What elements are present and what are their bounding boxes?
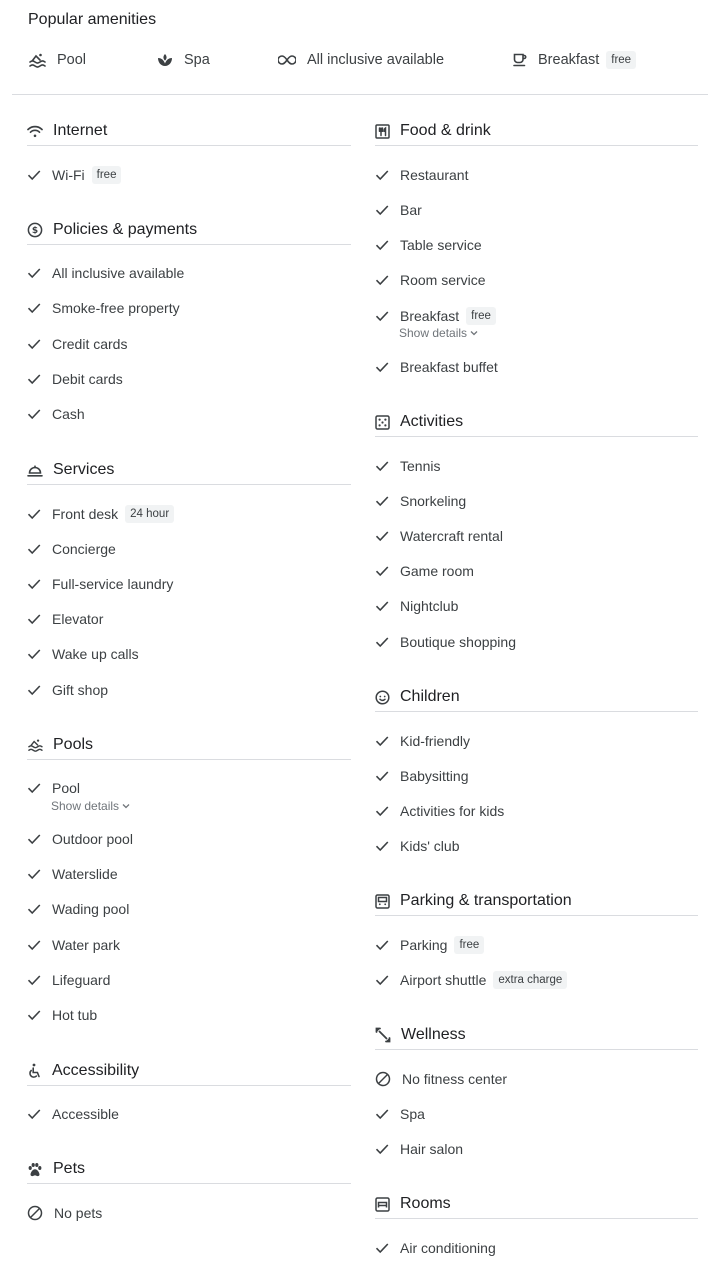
- popular-amenity-label: All inclusive available: [307, 52, 445, 68]
- list-item: [27, 262, 184, 284]
- check-icon: [27, 578, 41, 590]
- list-item: [27, 503, 174, 525]
- check-icon: [27, 903, 41, 915]
- item-label: Game room: [400, 563, 474, 579]
- item-label: No fitness center: [402, 1071, 508, 1087]
- services-section-header: [27, 459, 351, 481]
- spa-icon: [157, 53, 173, 67]
- list-item: [375, 269, 486, 291]
- free-badge: free: [466, 307, 496, 325]
- item-label: Snorkeling: [400, 493, 467, 509]
- item-label: Front desk: [52, 506, 119, 522]
- item-label: Airport shuttle: [400, 972, 487, 988]
- item-label: Wading pool: [52, 901, 130, 917]
- free-badge: free: [606, 51, 636, 69]
- section-title: Policies & payments: [53, 221, 198, 238]
- list-item: [27, 1202, 102, 1224]
- parking-section-header: [375, 890, 698, 912]
- section-divider: [375, 711, 698, 712]
- item-label: Accessible: [52, 1106, 119, 1122]
- item-label: Babysitting: [400, 768, 469, 784]
- popular-amenity-label: Pool: [57, 52, 87, 68]
- check-icon: [27, 833, 41, 845]
- item-label: Room service: [400, 272, 486, 288]
- popular-amenity-spa: [157, 49, 210, 71]
- section-title: Children: [400, 688, 460, 705]
- popular-amenities-title: Popular amenities: [28, 11, 157, 28]
- show-details-link[interactable]: [51, 799, 130, 813]
- check-icon: [375, 169, 389, 181]
- list-item: [27, 898, 129, 920]
- child-face-icon: [375, 690, 390, 705]
- item-label: Pool: [52, 780, 81, 796]
- breakfast-icon: [513, 53, 527, 67]
- item-label: Wake up calls: [52, 646, 139, 662]
- item-label: Concierge: [52, 541, 116, 557]
- list-item: [27, 863, 118, 885]
- wellness-section-header: [375, 1024, 698, 1046]
- list-item: [27, 403, 85, 425]
- section-title: Pools: [53, 736, 94, 753]
- item-label: Tennis: [400, 458, 441, 474]
- item-label: Kids' club: [400, 838, 460, 854]
- item-label: Air conditioning: [400, 1240, 496, 1256]
- check-icon: [27, 974, 41, 986]
- list-item: [27, 164, 121, 186]
- item-label: Boutique shopping: [400, 634, 516, 650]
- section-divider: [375, 1049, 698, 1050]
- pool-icon: [28, 52, 46, 68]
- list-item: [27, 368, 123, 390]
- list-item: [375, 199, 422, 221]
- food-drink-section-header: [375, 120, 698, 142]
- list-item: [375, 356, 498, 378]
- check-icon: [375, 1108, 389, 1120]
- check-icon: [27, 1009, 41, 1021]
- list-item: [375, 164, 468, 186]
- list-item: [375, 730, 470, 752]
- activities-section-header: [375, 411, 698, 433]
- section-divider: [27, 145, 351, 146]
- item-label: Spa: [400, 1106, 425, 1122]
- check-icon: [375, 310, 389, 322]
- list-item: [375, 765, 468, 787]
- list-item: [27, 573, 173, 595]
- pools-section-header: [27, 734, 351, 756]
- pets-section-header: [27, 1158, 351, 1180]
- section-title: Pets: [53, 1160, 86, 1177]
- item-label: Water park: [52, 937, 120, 953]
- check-icon: [375, 204, 389, 216]
- section-title: Wellness: [401, 1026, 466, 1043]
- item-label: Watercraft rental: [400, 528, 503, 544]
- not-available-icon: [27, 1205, 43, 1221]
- section-title: Services: [53, 461, 115, 478]
- list-item: [375, 455, 440, 477]
- check-icon: [375, 495, 389, 507]
- check-icon: [375, 361, 389, 373]
- section-divider: [27, 244, 351, 245]
- list-item: [375, 969, 567, 991]
- check-icon: [375, 600, 389, 612]
- bed-icon: [375, 1197, 390, 1212]
- item-label: Wi-Fi: [52, 167, 85, 183]
- check-icon: [375, 770, 389, 782]
- list-item: [375, 631, 516, 653]
- popular-amenity-breakfast: [513, 49, 636, 71]
- check-icon: [27, 939, 41, 951]
- section-title: Parking & transportation: [400, 892, 572, 909]
- list-item: [375, 1068, 507, 1090]
- item-label: Gift shop: [52, 682, 109, 698]
- check-icon: [375, 735, 389, 747]
- item-label: Hair salon: [400, 1141, 464, 1157]
- item-label: Smoke-free property: [52, 300, 180, 316]
- popular-amenity-all-inclusive: [278, 49, 444, 71]
- section-divider: [27, 759, 351, 760]
- check-icon: [27, 684, 41, 696]
- list-item: [375, 305, 496, 327]
- free-badge: free: [454, 936, 484, 954]
- list-item: [375, 525, 503, 547]
- list-item: [375, 560, 474, 582]
- extra-charge-badge: extra charge: [493, 971, 567, 989]
- item-label: Hot tub: [52, 1007, 98, 1023]
- check-icon: [375, 939, 389, 951]
- popular-amenity-pool: [28, 49, 86, 71]
- bus-icon: [375, 894, 390, 909]
- list-item: [375, 800, 504, 822]
- list-item: [27, 608, 103, 630]
- check-icon: [27, 1108, 41, 1120]
- check-icon: [27, 613, 41, 625]
- check-icon: [27, 408, 41, 420]
- section-divider: [375, 1218, 698, 1219]
- check-icon: [375, 1143, 389, 1155]
- check-icon: [375, 274, 389, 286]
- check-icon: [27, 267, 41, 279]
- item-label: Full-service laundry: [52, 576, 174, 592]
- check-icon: [375, 636, 389, 648]
- section-divider: [375, 915, 698, 916]
- item-label: No pets: [54, 1205, 103, 1221]
- top-divider: [12, 94, 708, 95]
- check-icon: [27, 782, 41, 794]
- item-label: Restaurant: [400, 167, 469, 183]
- item-label: Waterslide: [52, 866, 118, 882]
- check-icon: [27, 373, 41, 385]
- item-label: Cash: [52, 406, 85, 422]
- check-icon: [375, 805, 389, 817]
- room-service-icon: [27, 464, 43, 477]
- check-icon: [27, 868, 41, 880]
- restaurant-icon: [375, 124, 390, 139]
- check-icon: [27, 338, 41, 350]
- rooms-section-header: [375, 1193, 698, 1215]
- chevron-down-icon: [470, 330, 478, 336]
- hours-badge: 24 hour: [125, 505, 174, 523]
- check-icon: [27, 508, 41, 520]
- item-label: Nightclub: [400, 598, 459, 614]
- show-details-link[interactable]: [399, 326, 478, 340]
- list-item: [27, 969, 110, 991]
- chevron-down-icon: [122, 803, 130, 809]
- list-item: [27, 828, 133, 850]
- children-section-header: [375, 686, 698, 708]
- item-label: All inclusive available: [52, 265, 185, 281]
- section-divider: [27, 1085, 351, 1086]
- internet-section-header: [27, 120, 351, 142]
- all-inclusive-icon: [278, 54, 296, 66]
- accessibility-section-header: [27, 1060, 351, 1082]
- item-label: Kid-friendly: [400, 733, 471, 749]
- section-title: Rooms: [400, 1195, 451, 1212]
- svg-text:$: $: [31, 226, 39, 237]
- free-badge: free: [92, 166, 122, 184]
- show-details-label: Show details: [399, 326, 468, 340]
- list-item: [27, 679, 108, 701]
- item-label: Credit cards: [52, 336, 128, 352]
- list-item: [375, 835, 459, 857]
- popular-amenity-label: Breakfast: [538, 52, 600, 68]
- list-item: [27, 538, 116, 560]
- section-title: Food & drink: [400, 122, 491, 139]
- list-item: [375, 1237, 496, 1259]
- item-label: Table service: [400, 237, 482, 253]
- paw-icon: [27, 1162, 43, 1177]
- list-item: [27, 333, 127, 355]
- item-label: Elevator: [52, 611, 104, 627]
- list-item: [27, 777, 80, 799]
- list-item: [375, 490, 466, 512]
- fitness-icon: [375, 1027, 391, 1043]
- section-title: Activities: [400, 413, 464, 430]
- popular-amenity-label: Spa: [184, 52, 210, 68]
- section-divider: [375, 436, 698, 437]
- check-icon: [375, 974, 389, 986]
- list-item: [27, 934, 120, 956]
- item-label: Activities for kids: [400, 803, 505, 819]
- policies-section-header: [27, 219, 351, 241]
- check-icon: [27, 169, 41, 181]
- section-divider: [27, 484, 351, 485]
- list-item: [375, 595, 458, 617]
- not-available-icon: [375, 1071, 391, 1087]
- check-icon: [375, 840, 389, 852]
- item-label: Breakfast: [400, 308, 460, 324]
- check-icon: [27, 648, 41, 660]
- show-details-label: Show details: [51, 799, 120, 813]
- check-icon: [27, 543, 41, 555]
- pool-icon: [27, 738, 43, 752]
- wifi-icon: [27, 125, 43, 138]
- check-icon: [27, 302, 41, 314]
- check-icon: [375, 530, 389, 542]
- list-item: [375, 934, 484, 956]
- section-title: Accessibility: [52, 1062, 140, 1079]
- list-item: [27, 1103, 119, 1125]
- payment-icon: [27, 222, 43, 238]
- list-item: [375, 1103, 425, 1125]
- list-item: [375, 1138, 463, 1160]
- section-divider: [375, 145, 698, 146]
- accessible-icon: [27, 1063, 42, 1079]
- dice-icon: [375, 415, 390, 430]
- list-item: [27, 297, 180, 319]
- item-label: Debit cards: [52, 371, 123, 387]
- item-label: Breakfast buffet: [400, 359, 498, 375]
- check-icon: [375, 239, 389, 251]
- section-title: Internet: [53, 122, 108, 139]
- item-label: Lifeguard: [52, 972, 111, 988]
- list-item: [375, 234, 482, 256]
- list-item: [27, 643, 139, 665]
- check-icon: [375, 460, 389, 472]
- item-label: Parking: [400, 937, 448, 953]
- list-item: [27, 1004, 97, 1026]
- check-icon: [375, 565, 389, 577]
- item-label: Outdoor pool: [52, 831, 133, 847]
- section-divider: [27, 1183, 351, 1184]
- check-icon: [375, 1242, 389, 1254]
- item-label: Bar: [400, 202, 422, 218]
